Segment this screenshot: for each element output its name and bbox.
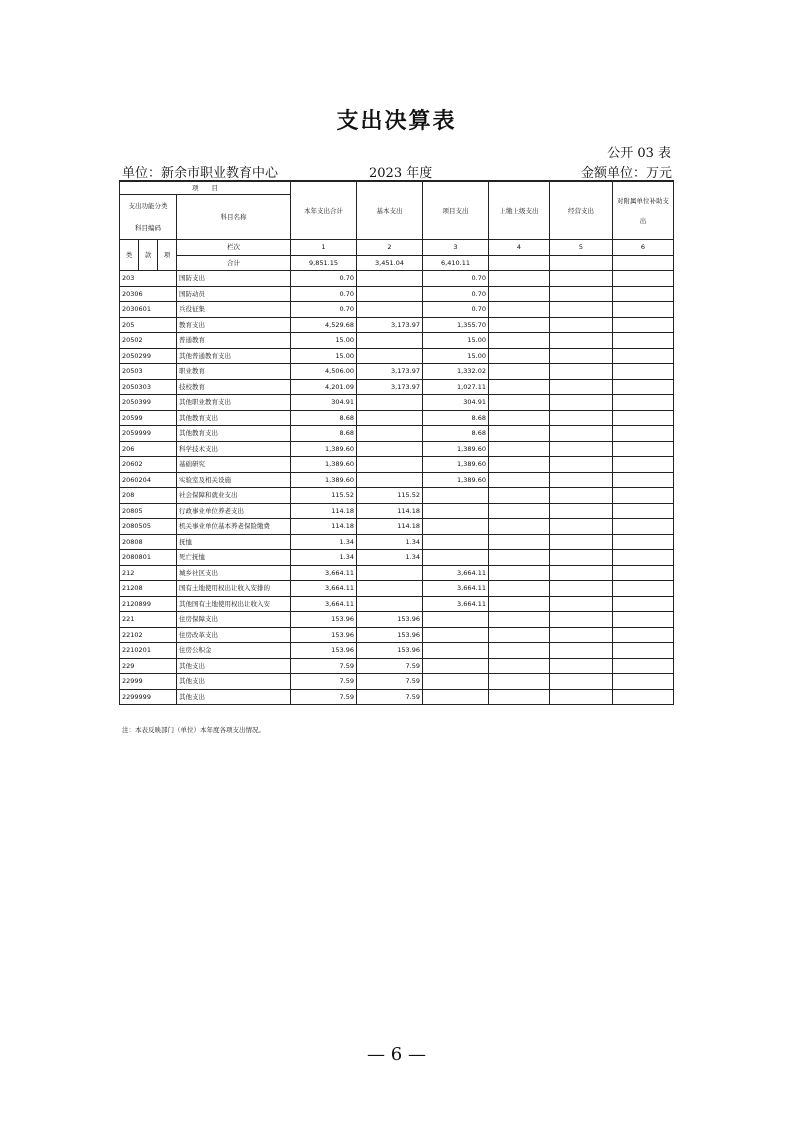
total-cell: 304.91: [291, 395, 357, 411]
report-year: 2023 年度: [369, 166, 433, 181]
project-cell: 3,664.11: [423, 581, 489, 597]
subject-code-cell: 2030601: [120, 302, 177, 318]
subsidy-cell: [613, 395, 674, 411]
table-row: [120, 503, 674, 519]
total-cell: 0.70: [291, 286, 357, 302]
basic-cell: [357, 472, 423, 488]
business-cell: [550, 643, 613, 659]
project-cell: 0.70: [423, 302, 489, 318]
project-cell: [423, 534, 489, 550]
project-cell: 8.68: [423, 426, 489, 442]
business-cell: [550, 581, 613, 597]
upper-cell: [489, 395, 550, 411]
subject-name-cell: 其他支出: [177, 674, 291, 690]
upper-cell: [489, 426, 550, 442]
header-row-1: [120, 181, 674, 195]
subsidy-cell: [613, 271, 674, 287]
subject-code-cell: 208: [120, 488, 177, 504]
header-func-class: [120, 195, 177, 240]
total-cell: 115.52: [291, 488, 357, 504]
table-row: [120, 674, 674, 690]
subject-name-cell: 国防支出: [177, 271, 291, 287]
total-cell: 7.59: [291, 658, 357, 674]
subsidy-cell: [613, 348, 674, 364]
subject-name-cell: 实验室及相关设施: [177, 472, 291, 488]
basic-cell: 1.34: [357, 550, 423, 566]
table-row: [120, 472, 674, 488]
table-row: [120, 689, 674, 705]
form-number: 公开 03 表: [607, 146, 671, 161]
business-cell: [550, 565, 613, 581]
col-num-2: 2: [357, 240, 423, 256]
business-cell: [550, 612, 613, 628]
project-cell: [423, 503, 489, 519]
basic-cell: [357, 395, 423, 411]
basic-cell: 7.59: [357, 658, 423, 674]
subsidy-cell: [613, 658, 674, 674]
basic-cell: 153.96: [357, 643, 423, 659]
subject-name-cell: 教育支出: [177, 317, 291, 333]
table-row: [120, 658, 674, 674]
subsidy-cell: [613, 410, 674, 426]
table-row: [120, 457, 674, 473]
subsidy-cell: [613, 519, 674, 535]
subject-name-cell: 住房公积金: [177, 643, 291, 659]
col-num-5: 5: [550, 240, 613, 256]
basic-cell: 114.18: [357, 519, 423, 535]
business-cell: [550, 426, 613, 442]
business-cell: [550, 333, 613, 349]
total-cell: 153.96: [291, 643, 357, 659]
subsidy-cell: [613, 426, 674, 442]
total-sum: 9,851.15: [291, 255, 357, 271]
total-cell: 114.18: [291, 503, 357, 519]
subsidy-cell: [613, 364, 674, 380]
table-row: [120, 302, 674, 318]
business-cell: [550, 457, 613, 473]
subject-name-cell: 死亡抚恤: [177, 550, 291, 566]
upper-cell: [489, 472, 550, 488]
total-cell: 7.59: [291, 689, 357, 705]
basic-cell: [357, 333, 423, 349]
subject-code-cell: 229: [120, 658, 177, 674]
project-cell: 15.00: [423, 348, 489, 364]
total-cell: 0.70: [291, 271, 357, 287]
business-cell: [550, 627, 613, 643]
upper-cell: [489, 457, 550, 473]
total-cell: 4,529.68: [291, 317, 357, 333]
basic-cell: 3,173.97: [357, 317, 423, 333]
total-cell: 15.00: [291, 348, 357, 364]
basic-cell: 153.96: [357, 627, 423, 643]
upper-cell: [489, 271, 550, 287]
project-cell: 1,389.60: [423, 441, 489, 457]
project-cell: 1,389.60: [423, 457, 489, 473]
header-func-class-label: 支出功能分类: [128, 202, 168, 210]
upper-cell: [489, 627, 550, 643]
header-row-lanci: [120, 240, 674, 256]
subsidy-cell: [613, 612, 674, 628]
project-cell: [423, 488, 489, 504]
basic-cell: 7.59: [357, 689, 423, 705]
business-cell: [550, 379, 613, 395]
subject-code-cell: 221: [120, 612, 177, 628]
table-row: [120, 426, 674, 442]
upper-cell: [489, 302, 550, 318]
basic-cell: 114.18: [357, 503, 423, 519]
basic-cell: [357, 426, 423, 442]
header-basic: 基本支出: [357, 181, 423, 240]
project-cell: 1,389.60: [423, 472, 489, 488]
subsidy-cell: [613, 488, 674, 504]
subject-code-cell: 2060204: [120, 472, 177, 488]
project-cell: 1,332.02: [423, 364, 489, 380]
basic-cell: [357, 565, 423, 581]
subsidy-cell: [613, 286, 674, 302]
subject-name-cell: 其他国有土地使用权出让收入安: [177, 596, 291, 612]
upper-cell: [489, 612, 550, 628]
upper-cell: [489, 379, 550, 395]
business-cell: [550, 441, 613, 457]
project-cell: 0.70: [423, 286, 489, 302]
table-row: [120, 333, 674, 349]
business-cell: [550, 488, 613, 504]
business-cell: [550, 596, 613, 612]
unit-name: 单位：新余市职业教育中心: [122, 166, 279, 181]
header-total: 本年支出合计: [291, 181, 357, 240]
project-cell: 15.00: [423, 333, 489, 349]
project-cell: 1,027.11: [423, 379, 489, 395]
header-xiang: 项: [158, 240, 177, 271]
table-row: [120, 627, 674, 643]
project-cell: 3,664.11: [423, 565, 489, 581]
subsidy-cell: [613, 317, 674, 333]
subject-name-cell: 其他教育支出: [177, 426, 291, 442]
total-cell: 4,201.09: [291, 379, 357, 395]
business-cell: [550, 395, 613, 411]
upper-cell: [489, 565, 550, 581]
project-cell: [423, 612, 489, 628]
header-subsidy: 对附属单位补助支出: [613, 181, 674, 240]
subsidy-cell: [613, 379, 674, 395]
upper-cell: [489, 488, 550, 504]
subject-code-cell: 20306: [120, 286, 177, 302]
total-cell: 1.34: [291, 550, 357, 566]
table-row: [120, 379, 674, 395]
subject-code-cell: 212: [120, 565, 177, 581]
project-cell: [423, 519, 489, 535]
subject-name-cell: 社会保障和就业支出: [177, 488, 291, 504]
project-cell: [423, 627, 489, 643]
total-cell: 153.96: [291, 612, 357, 628]
basic-cell: 153.96: [357, 612, 423, 628]
table-row: [120, 534, 674, 550]
header-subject-code: 科目编码: [135, 224, 161, 232]
header-lei: 类: [120, 240, 139, 271]
business-cell: [550, 550, 613, 566]
total-cell: 1,389.60: [291, 472, 357, 488]
subject-code-cell: 20808: [120, 534, 177, 550]
table-row: [120, 441, 674, 457]
basic-cell: [357, 286, 423, 302]
page-title: 支出决算表: [336, 109, 457, 134]
table-row: [120, 643, 674, 659]
total-cell: 0.70: [291, 302, 357, 318]
header-item: 项 目: [120, 181, 291, 195]
project-cell: [423, 643, 489, 659]
subsidy-cell: [613, 441, 674, 457]
upper-cell: [489, 503, 550, 519]
table-row: [120, 488, 674, 504]
upper-cell: [489, 333, 550, 349]
subject-code-cell: 20503: [120, 364, 177, 380]
basic-cell: 7.59: [357, 674, 423, 690]
subject-code-cell: 2299999: [120, 689, 177, 705]
subject-code-cell: 20602: [120, 457, 177, 473]
subject-code-cell: 2050399: [120, 395, 177, 411]
total-row: [120, 255, 674, 271]
subject-name-cell: 职业教育: [177, 364, 291, 380]
page-number: — 6 —: [367, 1044, 426, 1065]
subsidy-cell: [613, 596, 674, 612]
subject-code-cell: 20805: [120, 503, 177, 519]
total-cell: 1,389.60: [291, 457, 357, 473]
subsidy-cell: [613, 333, 674, 349]
table-row: [120, 364, 674, 380]
business-cell: [550, 658, 613, 674]
subject-code-cell: 2080505: [120, 519, 177, 535]
upper-cell: [489, 441, 550, 457]
total-upper: [489, 255, 550, 271]
business-cell: [550, 286, 613, 302]
project-cell: [423, 550, 489, 566]
total-subsidy: [613, 255, 674, 271]
project-cell: 3,664.11: [423, 596, 489, 612]
table-row: [120, 410, 674, 426]
subject-code-cell: 20599: [120, 410, 177, 426]
total-cell: 3,664.11: [291, 565, 357, 581]
subsidy-cell: [613, 565, 674, 581]
subject-code-cell: 2050299: [120, 348, 177, 364]
table-row: [120, 271, 674, 287]
upper-cell: [489, 317, 550, 333]
header-project: 项目支出: [423, 181, 489, 240]
total-cell: 3,664.11: [291, 596, 357, 612]
business-cell: [550, 689, 613, 705]
basic-cell: [357, 457, 423, 473]
subject-name-cell: 抚恤: [177, 534, 291, 550]
table-row: [120, 596, 674, 612]
subject-code-cell: 22999: [120, 674, 177, 690]
business-cell: [550, 302, 613, 318]
upper-cell: [489, 519, 550, 535]
basic-cell: [357, 410, 423, 426]
total-cell: 153.96: [291, 627, 357, 643]
table-row: [120, 565, 674, 581]
project-cell: [423, 674, 489, 690]
total-project: 6,410.11: [423, 255, 489, 271]
unit-info-row: [122, 162, 672, 180]
business-cell: [550, 348, 613, 364]
business-cell: [550, 534, 613, 550]
business-cell: [550, 472, 613, 488]
project-cell: 0.70: [423, 271, 489, 287]
business-cell: [550, 410, 613, 426]
subject-code-cell: 2059999: [120, 426, 177, 442]
subject-name-cell: 其他支出: [177, 689, 291, 705]
subject-code-cell: 2120899: [120, 596, 177, 612]
basic-cell: 3,173.97: [357, 379, 423, 395]
col-num-6: 6: [613, 240, 674, 256]
col-num-4: 4: [489, 240, 550, 256]
subject-code-cell: 203: [120, 271, 177, 287]
col-num-3: 3: [423, 240, 489, 256]
project-cell: [423, 689, 489, 705]
basic-cell: 115.52: [357, 488, 423, 504]
basic-cell: [357, 441, 423, 457]
total-label: 合计: [177, 255, 291, 271]
total-cell: 1,389.60: [291, 441, 357, 457]
subject-code-cell: 205: [120, 317, 177, 333]
basic-cell: 1.34: [357, 534, 423, 550]
basic-cell: [357, 271, 423, 287]
subject-name-cell: 行政事业单位养老支出: [177, 503, 291, 519]
expenditure-table: [119, 180, 674, 705]
subject-code-cell: 2080801: [120, 550, 177, 566]
subsidy-cell: [613, 643, 674, 659]
subject-name-cell: 兵役征集: [177, 302, 291, 318]
upper-cell: [489, 674, 550, 690]
subsidy-cell: [613, 302, 674, 318]
header-kuan: 款: [139, 240, 158, 271]
amount-unit: 金额单位：万元: [580, 166, 672, 181]
table-row: [120, 550, 674, 566]
subject-code-cell: 22102: [120, 627, 177, 643]
subject-name-cell: 其他普通教育支出: [177, 348, 291, 364]
col-num-1: 1: [291, 240, 357, 256]
subject-name-cell: 其他支出: [177, 658, 291, 674]
header-business: 经营支出: [550, 181, 613, 240]
subject-name-cell: 其他职业教育支出: [177, 395, 291, 411]
subsidy-cell: [613, 457, 674, 473]
subject-name-cell: 机关事业单位基本养老保险缴费: [177, 519, 291, 535]
basic-cell: 3,173.97: [357, 364, 423, 380]
subsidy-cell: [613, 627, 674, 643]
business-cell: [550, 364, 613, 380]
total-cell: 15.00: [291, 333, 357, 349]
total-cell: 8.68: [291, 426, 357, 442]
header-subject-name: 科目名称: [177, 195, 291, 240]
table-row: [120, 348, 674, 364]
total-cell: 7.59: [291, 674, 357, 690]
subject-name-cell: 住房保障支出: [177, 612, 291, 628]
table-row: [120, 317, 674, 333]
table-row: [120, 519, 674, 535]
basic-cell: [357, 596, 423, 612]
upper-cell: [489, 643, 550, 659]
basic-cell: [357, 581, 423, 597]
subsidy-cell: [613, 674, 674, 690]
total-cell: 4,506.00: [291, 364, 357, 380]
table-row: [120, 286, 674, 302]
business-cell: [550, 503, 613, 519]
upper-cell: [489, 550, 550, 566]
upper-cell: [489, 410, 550, 426]
project-cell: 1,355.70: [423, 317, 489, 333]
table-row: [120, 395, 674, 411]
project-cell: [423, 658, 489, 674]
basic-cell: [357, 348, 423, 364]
table-row: [120, 581, 674, 597]
project-cell: 304.91: [423, 395, 489, 411]
business-cell: [550, 271, 613, 287]
subsidy-cell: [613, 689, 674, 705]
subject-name-cell: 住房改革支出: [177, 627, 291, 643]
header-upper: 上缴上级支出: [489, 181, 550, 240]
table-row: [120, 612, 674, 628]
total-basic: 3,451.04: [357, 255, 423, 271]
subject-code-cell: 2210201: [120, 643, 177, 659]
upper-cell: [489, 286, 550, 302]
subject-code-cell: 2050303: [120, 379, 177, 395]
total-cell: 8.68: [291, 410, 357, 426]
upper-cell: [489, 596, 550, 612]
business-cell: [550, 317, 613, 333]
upper-cell: [489, 534, 550, 550]
project-cell: 8.68: [423, 410, 489, 426]
subject-name-cell: 国有土地使用权出让收入安排的: [177, 581, 291, 597]
upper-cell: [489, 348, 550, 364]
subsidy-cell: [613, 472, 674, 488]
subject-name-cell: 技校教育: [177, 379, 291, 395]
subsidy-cell: [613, 534, 674, 550]
subject-name-cell: 普通教育: [177, 333, 291, 349]
subject-name-cell: 国防动员: [177, 286, 291, 302]
upper-cell: [489, 364, 550, 380]
table-note: 注：本表反映部门（单位）本年度各项支出情况。: [122, 726, 265, 734]
total-business: [550, 255, 613, 271]
subsidy-cell: [613, 550, 674, 566]
upper-cell: [489, 581, 550, 597]
upper-cell: [489, 658, 550, 674]
subject-name-cell: 其他教育支出: [177, 410, 291, 426]
subject-name-cell: 基础研究: [177, 457, 291, 473]
subsidy-cell: [613, 581, 674, 597]
business-cell: [550, 519, 613, 535]
header-lanci: 栏次: [177, 240, 291, 256]
upper-cell: [489, 689, 550, 705]
subject-name-cell: 科学技术支出: [177, 441, 291, 457]
subsidy-cell: [613, 503, 674, 519]
total-cell: 114.18: [291, 519, 357, 535]
subject-code-cell: 21208: [120, 581, 177, 597]
subject-name-cell: 城乡社区支出: [177, 565, 291, 581]
subject-code-cell: 206: [120, 441, 177, 457]
basic-cell: [357, 302, 423, 318]
table-body: [120, 181, 674, 705]
total-cell: 3,664.11: [291, 581, 357, 597]
business-cell: [550, 674, 613, 690]
subject-code-cell: 20502: [120, 333, 177, 349]
total-cell: 1.34: [291, 534, 357, 550]
